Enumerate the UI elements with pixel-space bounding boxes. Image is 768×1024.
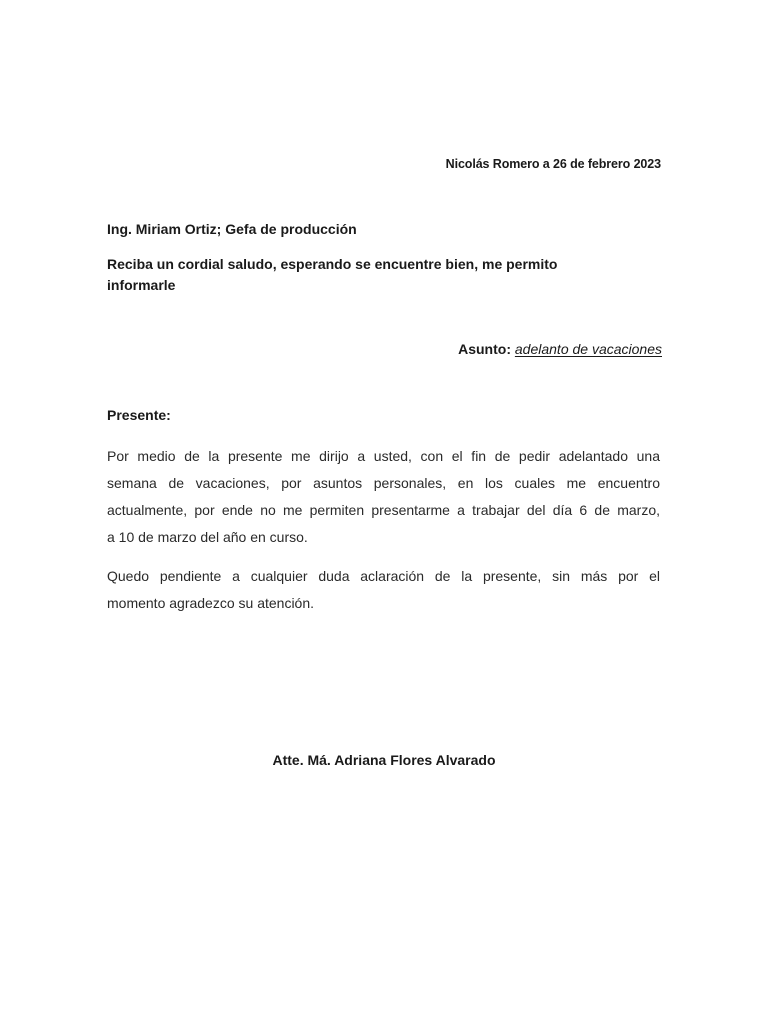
- paragraph-line: a 10 de marzo del año en curso.: [107, 529, 308, 545]
- body-paragraph-2: [107, 563, 660, 617]
- presente-heading: Presente:: [107, 407, 171, 423]
- paragraph-line: actualmente, por ende no me permiten presentarme a trabajar del día 6 de marzo,: [107, 502, 660, 518]
- greeting-line: informarle: [107, 277, 176, 293]
- recipient: Ing. Miriam Ortiz; Gefa de producción: [107, 221, 357, 237]
- subject-line: [458, 341, 662, 357]
- subject-label: Asunto:: [458, 341, 511, 357]
- paragraph-line: Por medio de la presente me dirijo a usted, con el fin de pedir adelantado una: [107, 448, 660, 464]
- place-date: Nicolás Romero a 26 de febrero 2023: [445, 157, 661, 171]
- signature: Atte. Má. Adriana Flores Alvarado: [272, 752, 496, 768]
- subject-value: adelanto de vacaciones: [514, 341, 662, 357]
- paragraph-line: momento agradezco su atención.: [107, 595, 315, 611]
- greeting-line: Reciba un cordial saludo, esperando se encuentre bien, me permito: [107, 256, 558, 272]
- greeting: [107, 254, 627, 296]
- body-paragraph-1: [107, 443, 660, 551]
- paragraph-line: semana de vacaciones, por asuntos personales, en los cuales me encuentro: [107, 475, 660, 491]
- paragraph-line: Quedo pendiente a cualquier duda aclaración de la presente, sin más por el: [107, 568, 660, 584]
